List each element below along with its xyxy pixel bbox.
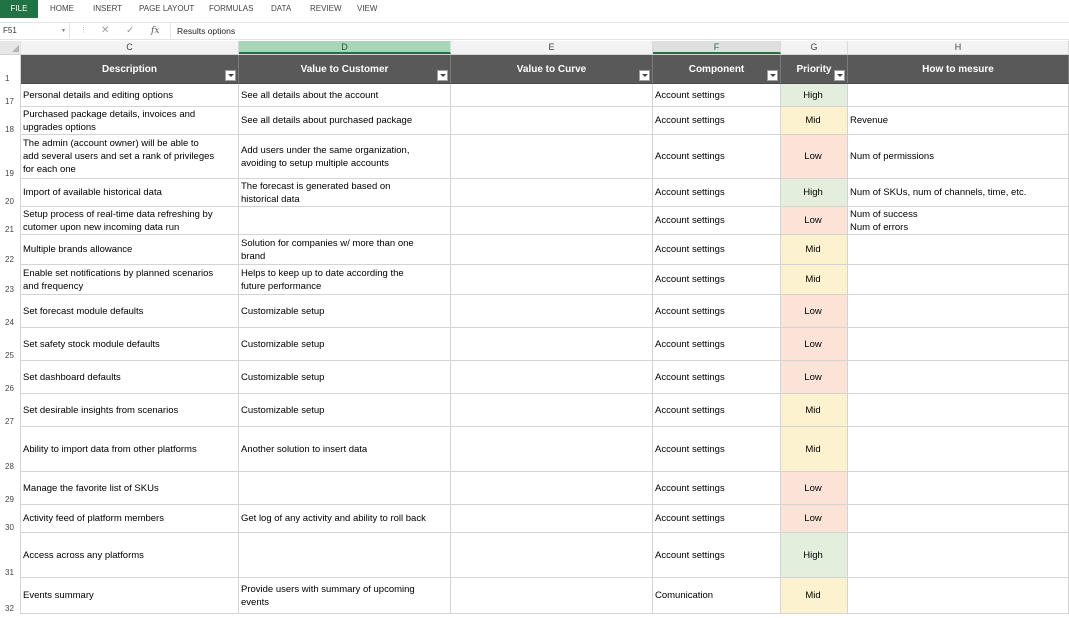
description-cell[interactable]: Set desirable insights from scenarios [21, 394, 239, 427]
row-number: 31 [5, 568, 14, 577]
column-header-bar [0, 41, 1069, 55]
component-cell[interactable]: Account settings [653, 505, 781, 533]
priority-cell[interactable]: Mid [781, 394, 848, 427]
column-header-c[interactable]: C [21, 41, 239, 54]
priority-cell[interactable]: Low [781, 472, 848, 505]
description-cell[interactable]: Set forecast module defaults [21, 295, 239, 328]
row-header-23[interactable] [0, 265, 21, 295]
row-number: 1 [5, 74, 10, 83]
description-cell[interactable]: Setup process of real-time data refreshing by cutomer upon new incoming data run [21, 207, 239, 235]
component-cell[interactable]: Account settings [653, 472, 781, 505]
value-to-curve-cell[interactable] [451, 84, 653, 107]
value-to-customer-cell[interactable]: Customizable setup [239, 394, 451, 427]
priority-cell[interactable]: Low [781, 207, 848, 235]
filter-dropdown-icon[interactable] [834, 70, 845, 81]
row-header-27[interactable] [0, 394, 21, 427]
value-to-customer-cell[interactable]: Provide users with summary of upcoming events [239, 578, 451, 614]
filter-dropdown-icon[interactable] [225, 70, 236, 81]
header-priority[interactable] [781, 55, 848, 84]
value-to-customer-cell[interactable] [239, 207, 451, 235]
value-to-customer-cell[interactable]: See all details about the account [239, 84, 451, 107]
priority-cell[interactable]: Low [781, 135, 848, 179]
component-cell[interactable]: Account settings [653, 179, 781, 207]
header-description[interactable] [21, 55, 239, 84]
component-cell[interactable]: Account settings [653, 295, 781, 328]
row-number: 22 [5, 255, 14, 264]
value-to-curve-cell[interactable] [451, 361, 653, 394]
description-cell[interactable]: Set dashboard defaults [21, 361, 239, 394]
row-number: 17 [5, 97, 14, 106]
row-header-1[interactable] [0, 55, 21, 84]
component-cell[interactable]: Account settings [653, 361, 781, 394]
tab-insert[interactable]: INSERT [93, 4, 123, 13]
how-to-measure-cell[interactable] [848, 328, 1069, 361]
description-cell[interactable]: Set safety stock module defaults [21, 328, 239, 361]
header-description-label: Description [101, 63, 157, 75]
header-value-to-customer-label: Value to Customer [300, 63, 389, 75]
priority-cell[interactable]: High [781, 179, 848, 207]
row-header-29[interactable] [0, 472, 21, 505]
description-cell[interactable]: Access across any platforms [21, 533, 239, 578]
component-cell[interactable]: Account settings [653, 207, 781, 235]
value-to-customer-cell[interactable]: The forecast is generated based on historical data [239, 179, 451, 207]
value-to-customer-cell[interactable]: See all details about purchased package [239, 107, 451, 135]
row-number: 24 [5, 318, 14, 327]
priority-cell[interactable]: Low [781, 328, 848, 361]
how-to-measure-cell[interactable] [848, 394, 1069, 427]
priority-cell[interactable]: High [781, 533, 848, 578]
priority-cell[interactable]: Low [781, 295, 848, 328]
component-cell[interactable]: Account settings [653, 235, 781, 265]
how-to-measure-cell[interactable] [848, 533, 1069, 578]
row-number: 21 [5, 225, 14, 234]
filter-dropdown-icon[interactable] [437, 70, 448, 81]
value-to-curve-cell[interactable] [451, 328, 653, 361]
filter-dropdown-icon[interactable] [767, 70, 778, 81]
priority-cell[interactable]: Mid [781, 235, 848, 265]
row-header-19[interactable] [0, 135, 21, 179]
value-to-curve-cell[interactable] [451, 295, 653, 328]
row-header-18[interactable] [0, 107, 21, 135]
value-to-customer-cell[interactable] [239, 472, 451, 505]
tab-data[interactable]: DATA [271, 4, 292, 13]
row-header-30[interactable] [0, 505, 21, 533]
value-to-customer-cell[interactable]: Customizable setup [239, 361, 451, 394]
component-cell[interactable]: Account settings [653, 84, 781, 107]
how-to-measure-cell[interactable]: Revenue [848, 107, 1069, 135]
value-to-curve-cell[interactable] [451, 235, 653, 265]
how-to-measure-cell[interactable] [848, 578, 1069, 614]
header-component[interactable] [653, 55, 781, 84]
header-value-to-curve-label: Value to Curve [516, 63, 587, 75]
description-cell[interactable]: Multiple brands allowance [21, 235, 239, 265]
how-to-measure-cell[interactable] [848, 361, 1069, 394]
value-to-customer-cell[interactable]: Get log of any activity and ability to roll back [239, 505, 451, 533]
row-header-28[interactable] [0, 427, 21, 472]
column-header-d[interactable]: D [239, 41, 451, 54]
tab-review[interactable]: REVIEW [310, 4, 342, 13]
formula-bar [0, 22, 1069, 40]
priority-cell[interactable]: Mid [781, 427, 848, 472]
value-to-customer-cell[interactable]: Helps to keep up to date according the future performance [239, 265, 451, 295]
header-priority-label: Priority [796, 63, 832, 75]
component-cell[interactable]: Account settings [653, 533, 781, 578]
priority-cell[interactable]: Low [781, 505, 848, 533]
column-header-h[interactable]: H [848, 41, 1069, 54]
value-to-curve-cell[interactable] [451, 394, 653, 427]
how-to-measure-cell[interactable]: Num of SKUs, num of channels, time, etc. [848, 179, 1069, 207]
column-header-e[interactable]: E [451, 41, 653, 54]
row-header-21[interactable] [0, 207, 21, 235]
description-cell[interactable]: The admin (account owner) will be able to add several users and set a rank of privileges for each one [21, 135, 239, 179]
value-to-curve-cell[interactable] [451, 472, 653, 505]
row-number: 27 [5, 417, 14, 426]
value-to-customer-cell[interactable]: Customizable setup [239, 295, 451, 328]
row-number: 18 [5, 125, 14, 134]
value-to-customer-cell[interactable]: Customizable setup [239, 328, 451, 361]
insert-function-icon[interactable]: fx [151, 26, 160, 36]
tab-formulas[interactable]: FORMULAS [209, 4, 254, 13]
value-to-curve-cell[interactable] [451, 505, 653, 533]
how-to-measure-cell[interactable]: Num of permissions [848, 135, 1069, 179]
how-to-measure-cell[interactable] [848, 84, 1069, 107]
description-cell[interactable]: Enable set notifications by planned scenarios and frequency [21, 265, 239, 295]
value-to-customer-cell[interactable]: Add users under the same organization, avoiding to setup multiple accounts [239, 135, 451, 179]
component-cell[interactable]: Account settings [653, 107, 781, 135]
value-to-curve-cell[interactable] [451, 427, 653, 472]
header-how-to-measure-label: How to mesure [922, 63, 994, 75]
value-to-curve-cell[interactable] [451, 107, 653, 135]
header-component-label: Component [688, 63, 745, 75]
row-number: 26 [5, 384, 14, 393]
how-to-measure-cell[interactable]: Num of success Num of errors [848, 207, 1069, 235]
component-cell[interactable]: Comunication [653, 578, 781, 614]
row-header-31[interactable] [0, 533, 21, 578]
value-to-curve-cell[interactable] [451, 578, 653, 614]
select-all-button[interactable] [0, 41, 21, 54]
drag-handle-icon[interactable]: ⋮ [80, 27, 87, 34]
priority-cell[interactable]: Mid [781, 265, 848, 295]
how-to-measure-cell[interactable] [848, 265, 1069, 295]
value-to-curve-cell[interactable] [451, 135, 653, 179]
value-to-customer-cell[interactable]: Solution for companies w/ more than one brand [239, 235, 451, 265]
header-value-to-customer[interactable] [239, 55, 451, 84]
description-cell[interactable]: Personal details and editing options [21, 84, 239, 107]
value-to-curve-cell[interactable] [451, 265, 653, 295]
row-number: 20 [5, 197, 14, 206]
description-cell[interactable]: Events summary [21, 578, 239, 614]
row-number: 19 [5, 169, 14, 178]
row-header-22[interactable] [0, 235, 21, 265]
tab-home[interactable]: HOME [50, 4, 74, 13]
tab-page-layout[interactable]: PAGE LAYOUT [139, 4, 195, 13]
value-to-customer-cell[interactable] [239, 533, 451, 578]
formula-input[interactable]: Results options [170, 23, 1069, 39]
row-number: 23 [5, 285, 14, 294]
row-header-24[interactable] [0, 295, 21, 328]
how-to-measure-cell[interactable] [848, 505, 1069, 533]
priority-cell[interactable]: Mid [781, 107, 848, 135]
value-to-curve-cell[interactable] [451, 533, 653, 578]
component-cell[interactable]: Account settings [653, 265, 781, 295]
how-to-measure-cell[interactable] [848, 295, 1069, 328]
row-header-32[interactable] [0, 578, 21, 614]
header-value-to-curve[interactable] [451, 55, 653, 84]
row-number: 25 [5, 351, 14, 360]
column-header-g[interactable]: G [781, 41, 848, 54]
how-to-measure-cell[interactable] [848, 427, 1069, 472]
description-cell[interactable]: Purchased package details, invoices and upgrades options [21, 107, 239, 135]
row-number: 32 [5, 604, 14, 613]
tab-file[interactable]: FILE [0, 0, 38, 18]
component-cell[interactable]: Account settings [653, 135, 781, 179]
cancel-icon[interactable]: ✕ [101, 25, 110, 36]
tab-view[interactable]: VIEW [357, 4, 378, 13]
row-number: 30 [5, 523, 14, 532]
row-number: 28 [5, 462, 14, 471]
description-cell[interactable]: Import of available historical data [21, 179, 239, 207]
header-how-to-measure[interactable] [848, 55, 1069, 84]
description-cell[interactable]: Manage the favorite list of SKUs [21, 472, 239, 505]
priority-cell[interactable]: High [781, 84, 848, 107]
description-cell[interactable]: Activity feed of platform members [21, 505, 239, 533]
column-header-f[interactable]: F [653, 41, 781, 54]
value-to-curve-cell[interactable] [451, 207, 653, 235]
description-cell[interactable]: Ability to import data from other platforms [21, 427, 239, 472]
ribbon-tabs [0, 0, 1069, 18]
name-box[interactable]: F51 [0, 23, 70, 39]
component-cell[interactable]: Account settings [653, 328, 781, 361]
value-to-curve-cell[interactable] [451, 179, 653, 207]
row-number: 29 [5, 495, 14, 504]
how-to-measure-cell[interactable] [848, 472, 1069, 505]
row-header-20[interactable] [0, 179, 21, 207]
component-cell[interactable]: Account settings [653, 394, 781, 427]
priority-cell[interactable]: Low [781, 361, 848, 394]
priority-cell[interactable]: Mid [781, 578, 848, 614]
row-header-25[interactable] [0, 328, 21, 361]
row-header-17[interactable] [0, 84, 21, 107]
row-header-26[interactable] [0, 361, 21, 394]
component-cell[interactable]: Account settings [653, 427, 781, 472]
chevron-down-icon[interactable]: ▾ [62, 28, 66, 34]
filter-dropdown-icon[interactable] [639, 70, 650, 81]
check-icon[interactable]: ✓ [126, 25, 135, 36]
value-to-customer-cell[interactable]: Another solution to insert data [239, 427, 451, 472]
how-to-measure-cell[interactable] [848, 235, 1069, 265]
